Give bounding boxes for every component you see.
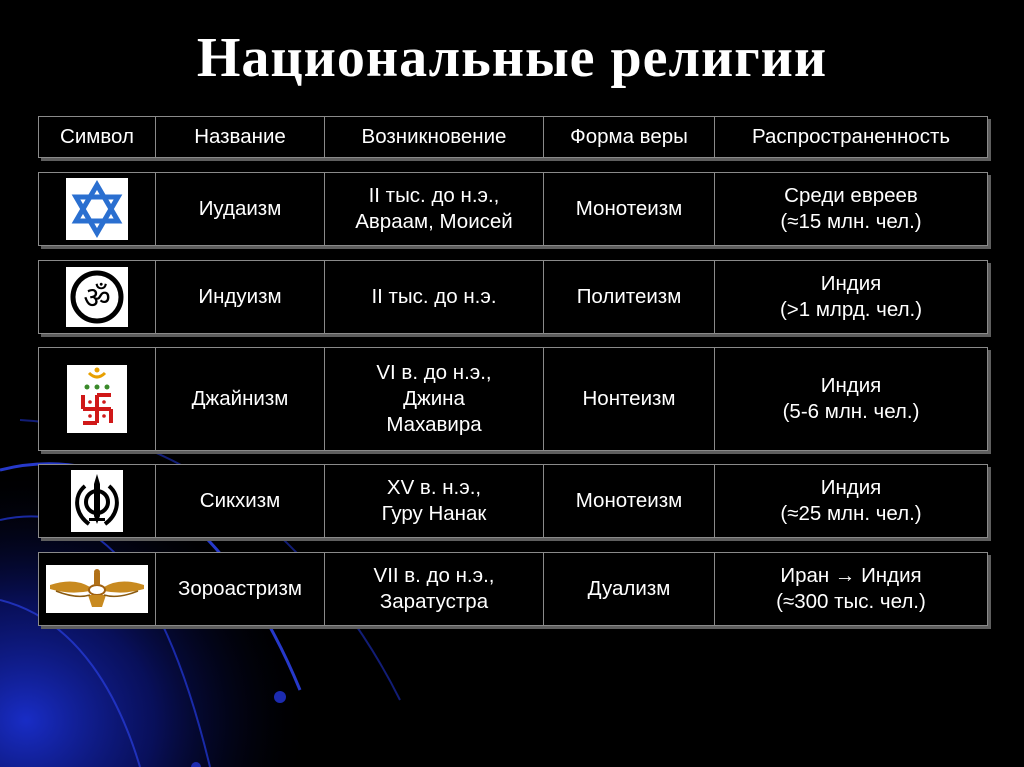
- spread-cell: Индия (5-6 млн. чел.): [782, 373, 920, 423]
- om-icon: [66, 267, 128, 327]
- faith-cell: Дуализм: [544, 553, 715, 625]
- name-cell: Иудаизм: [156, 173, 325, 245]
- table-header: [38, 116, 988, 158]
- header-name: Название: [156, 117, 325, 157]
- symbol-cell: [39, 173, 156, 245]
- table-row: [38, 347, 988, 451]
- symbol-cell: [39, 553, 156, 625]
- jain-swastika-icon: [67, 365, 127, 433]
- name-cell: Джайнизм: [156, 348, 325, 450]
- name-cell: Зороастризм: [156, 553, 325, 625]
- faith-cell: Монотеизм: [544, 465, 715, 537]
- star-of-david-icon: [66, 178, 128, 240]
- spread-cell: Индия (≈25 млн. чел.): [780, 475, 922, 525]
- header-spread: Распространенность: [751, 124, 951, 148]
- table-row: [38, 260, 988, 334]
- symbol-cell: [39, 465, 156, 537]
- spread-cell: Индия (>1 млрд. чел.): [779, 271, 923, 321]
- header-faith: Форма веры: [544, 117, 715, 157]
- faith-cell: Нонтеизм: [544, 348, 715, 450]
- svg-text:ॐ: ॐ: [83, 281, 111, 316]
- origin-cell: XV в. н.э., Гуру Нанак: [325, 465, 544, 537]
- faravahar-icon: [46, 565, 148, 613]
- header-symbol: Символ: [39, 117, 156, 157]
- table-row: [38, 464, 988, 538]
- origin-cell: II тыс. до н.э.: [325, 261, 544, 333]
- origin-cell: VI в. до н.э., Джина Махавира: [325, 348, 544, 450]
- khanda-icon: [71, 470, 123, 532]
- table-row: [38, 172, 988, 246]
- symbol-cell: [39, 348, 156, 450]
- header-origin: Возникновение: [325, 117, 544, 157]
- symbol-cell: [39, 261, 156, 333]
- table-row: [38, 552, 988, 626]
- faith-cell: Политеизм: [544, 261, 715, 333]
- spread-cell: Иран → Индия (≈300 тыс. чел.): [776, 563, 926, 613]
- page-title: Национальные религии: [196, 27, 828, 89]
- origin-cell: VII в. до н.э., Заратустра: [325, 553, 544, 625]
- spread-cell: Среди евреев (≈15 млн. чел.): [780, 183, 922, 233]
- faith-cell: Монотеизм: [544, 173, 715, 245]
- name-cell: Индуизм: [156, 261, 325, 333]
- origin-cell: II тыс. до н.э., Авраам, Моисей: [325, 173, 544, 245]
- name-cell: Сикхизм: [156, 465, 325, 537]
